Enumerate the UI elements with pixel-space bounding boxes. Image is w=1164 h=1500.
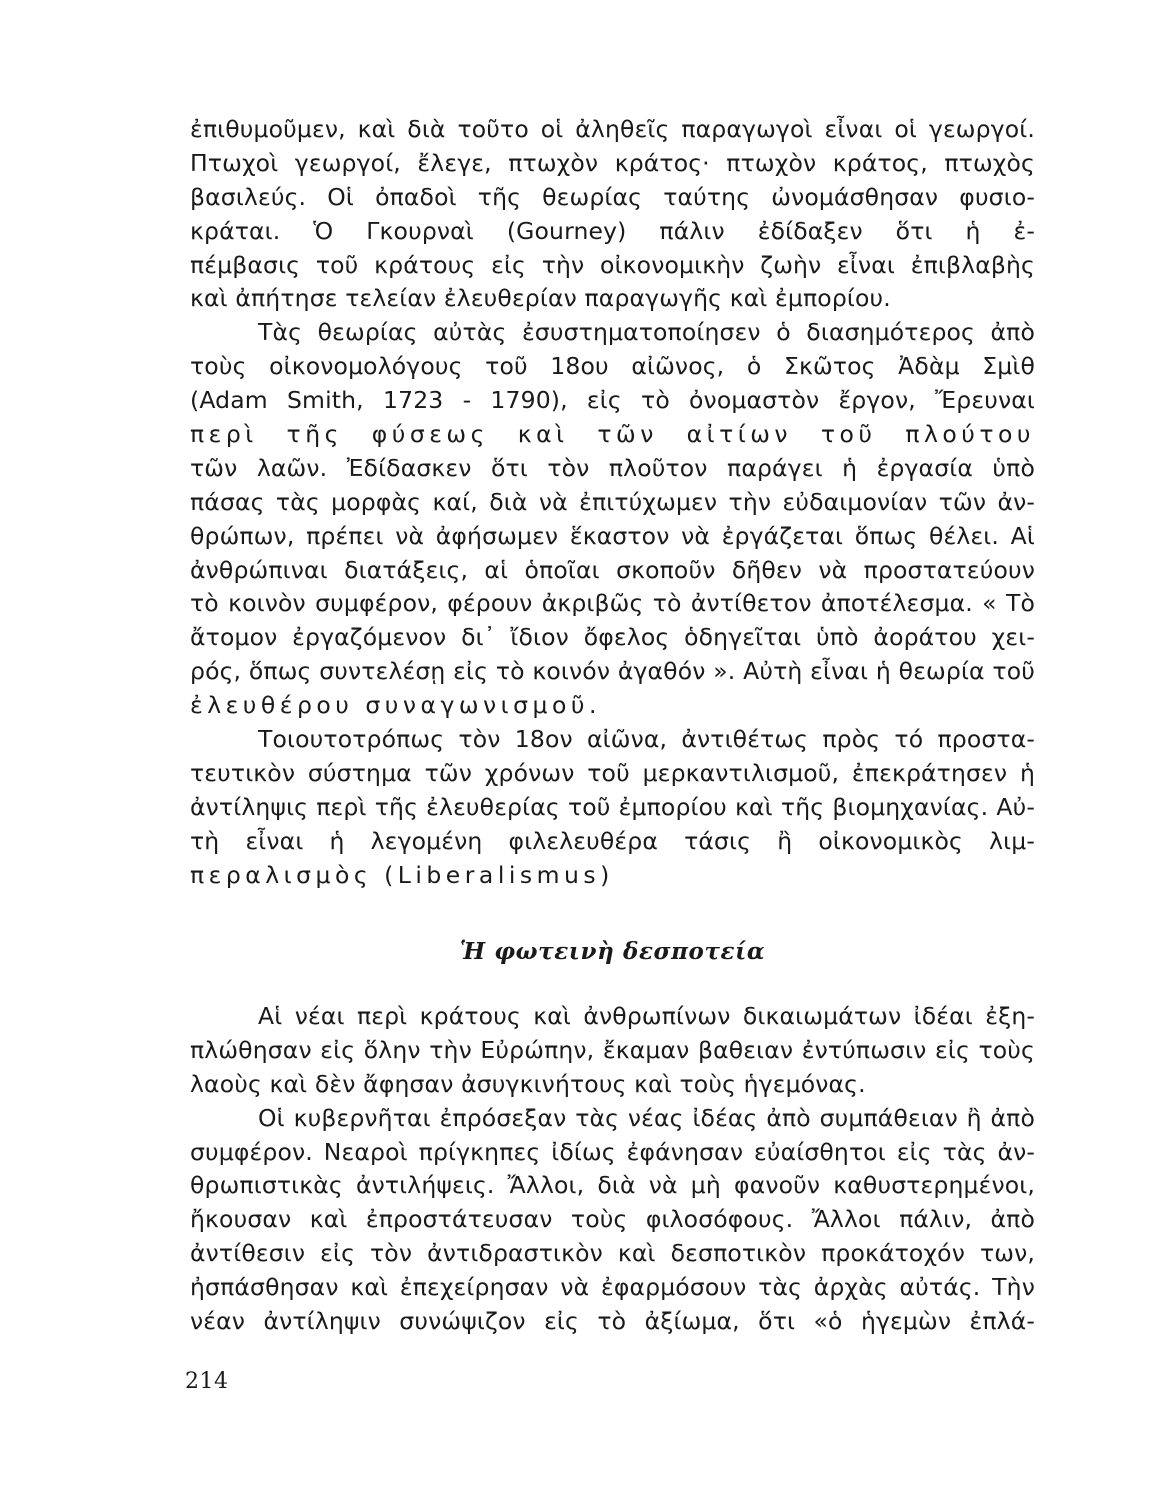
text-line: θρώπων, πρέπει νὰ ἀφήσωμεν ἕκαστον νὰ ἐργάζεται ὅπως θέλει. Αἱ <box>190 521 1035 550</box>
text-line-paragraph-start: Τοιουτοτρόπως τὸν 18ον αἰῶνα, ἀντιθέτως πρὸς τό προστα- <box>258 725 1035 754</box>
text-line: ἀνθρώπιναι διατάξεις, αἱ ὁποῖαι σκοποῦν δῆθεν νὰ προστατεύουν <box>190 555 1035 584</box>
text-line-emphasis: ἐλευθέρου συναγωνισμοῦ. <box>190 691 601 720</box>
text-line: συμφέρον. Νεαροὶ πρίγκηπες ἰδίως ἐφάνησαν εὐαίσθητοι εἰς τὰς ἀν- <box>190 1137 1035 1166</box>
text-line: ἤκουσαν καὶ ἐπροστάτευσαν τοὺς φιλοσόφους. Ἄλλοι πάλιν, ἀπὸ <box>190 1205 1035 1234</box>
text-line: ἐπιθυμοῦμεν, καὶ διὰ τοῦτο οἱ ἀληθεῖς παραγωγοὶ εἶναι οἱ γεωργοί. <box>190 115 1035 143</box>
text-line: κράται. Ὁ Γκουρναὶ (Gourney) πάλιν ἐδίδαξεν ὅτι ἡ ἐ- <box>190 216 1035 245</box>
text-line: τὴ εἶναι ἡ λεγομένη φιλελευθέρα τάσις ἢ οἰκονομικὸς λιμ- <box>190 826 1035 855</box>
text-line: (Adam Smith, 1723 - 1790), εἰς τὸ ὀνομαστὸν ἔργον, Ἔρευναι <box>190 386 1035 415</box>
text-line: πλώθησαν εἰς ὅλην τὴν Εὐρώπην, ἔκαμαν βαθειαν ἐντύπωσιν εἰς τοὺς <box>190 1035 1035 1064</box>
text-line: ἄτομον ἐργαζόμενον δι᾿ ἴδιον ὄφελος ὁδηγεῖται ὑπὸ ἀοράτου χει- <box>190 623 1035 652</box>
text-line: ἀντίληψις περὶ τῆς ἐλευθερίας τοῦ ἐμπορίου καὶ τῆς βιομηχανίας. Αὐ- <box>190 792 1035 821</box>
text-line-paragraph-start: Αἱ νέαι περὶ κράτους καὶ ἀνθρωπίνων δικαιωμάτων ἰδέαι ἐξη- <box>258 1002 1035 1030</box>
text-line: θρωπιστικὰς ἀντιλήψεις. Ἄλλοι, διὰ νὰ μὴ φανοῦν καθυστερημένοι, <box>190 1171 1035 1200</box>
text-section-physiocrats <box>190 113 1035 892</box>
text-line: ρός, ὅπως συντελέσῃ εἰς τὸ κοινόν ἀγαθόν ». Αὐτὴ εἶναι ἡ θεωρία τοῦ <box>190 657 1035 686</box>
text-line: πέμβασις τοῦ κράτους εἰς τὴν οἰκονομικὴν ζωὴν εἶναι ἐπιβλαβὴς <box>190 250 1035 279</box>
page-number: 214 <box>185 1369 229 1394</box>
text-line: νέαν ἀντίληψιν συνώψιζον εἰς τὸ ἀξίωμα, ὅτι «ὁ ἡγεμὼν ἐπλά- <box>190 1307 1035 1336</box>
text-line: καὶ ἀπήτησε τελείαν ἐλευθερίαν παραγωγῆς καὶ ἐμπορίου. <box>190 284 891 313</box>
text-line: ἠσπάσθησαν καὶ ἐπεχείρησαν νὰ ἐφαρμόσουν τὰς ἀρχὰς αὐτάς. Τὴν <box>190 1273 1035 1302</box>
section-heading: Ἡ φωτεινὴ δεσποτεία <box>459 938 766 965</box>
text-line: τευτικὸν σύστημα τῶν χρόνων τοῦ μερκαντιλισμοῦ, ἐπεκράτησεν ἡ <box>190 758 1035 787</box>
text-line: λαοὺς καὶ δὲν ἄφησαν ἀσυγκινήτους καὶ τοὺς ἡγεμόνας. <box>190 1069 866 1098</box>
text-line-paragraph-start: Τὰς θεωρίας αὐτὰς ἐσυστηματοποίησεν ὁ διασημότερος ἀπὸ <box>258 318 1035 347</box>
text-line: τὸ κοινὸν συμφέρον, φέρουν ἀκριβῶς τὸ ἀντίθετον ἀποτέλεσμα. « Τὸ <box>190 589 1035 618</box>
text-line-paragraph-start: Οἱ κυβερνῆται ἐπρόσεξαν τὰς νέας ἰδέας ἀπὸ συμπάθειαν ἢ ἀπὸ <box>258 1103 1035 1132</box>
text-line: βασιλεύς. Οἱ ὀπαδοὶ τῆς θεωρίας ταύτης ὠνομάσθησαν φυσιο- <box>190 182 1035 211</box>
text-line: πάσας τὰς μορφὰς καί, διὰ νὰ ἐπιτύχωμεν τὴν εὐδαιμονίαν τῶν ἀν- <box>190 487 1035 516</box>
text-line-book-title: περὶ τῆς φύσεως καὶ τῶν αἰτίων τοῦ πλούτου <box>190 420 1035 449</box>
text-line: τῶν λαῶν. Ἐδίδασκεν ὅτι τὸν πλοῦτον παράγει ἡ ἐργασία ὑπὸ <box>190 453 1035 482</box>
text-line: τοὺς οἰκονομολόγους τοῦ 18ου αἰῶνος, ὁ Σκῶτος Ἀδὰμ Σμὶθ <box>190 352 1035 381</box>
text-section-enlightened-despotism <box>190 1000 1035 1339</box>
text-line: ἀντίθεσιν εἰς τὸν ἀντιδραστικὸν καὶ δεσποτικὸν προκάτοχόν των, <box>190 1239 1035 1268</box>
text-line: Πτωχοὶ γεωργοί, ἔλεγε, πτωχὸν κράτος· πτωχὸν κράτος, πτωχὸς <box>190 148 1035 177</box>
text-line-emphasis: περαλισμὸς (Liberalismus) <box>190 860 614 889</box>
